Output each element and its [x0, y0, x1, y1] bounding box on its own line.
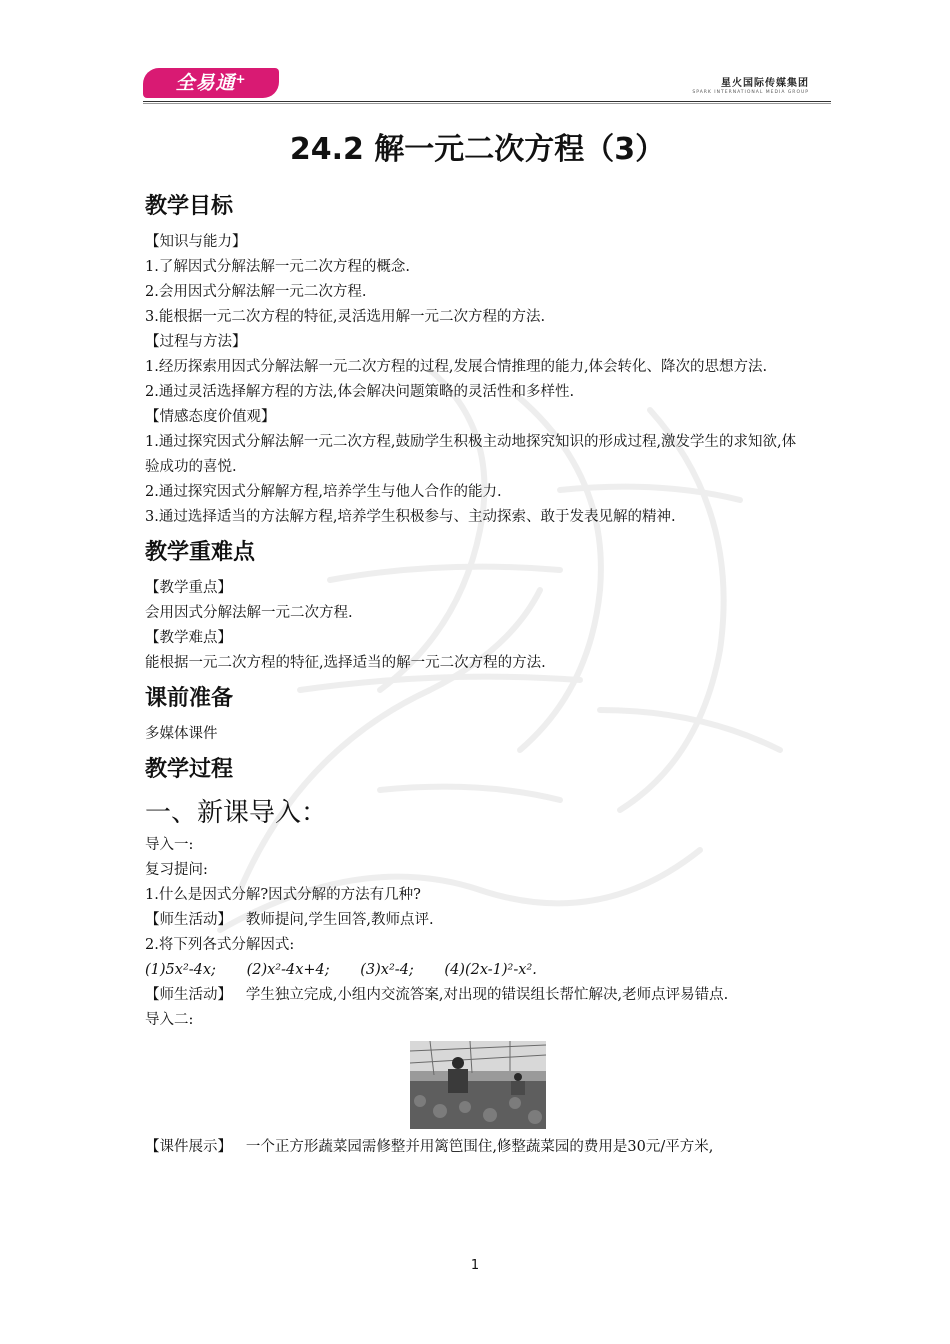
exercise-list [145, 958, 810, 983]
intro-two: 导入二: [145, 1012, 194, 1028]
greenhouse-photo [410, 1041, 546, 1129]
section-heading: 一、新课导入： [145, 798, 328, 828]
question-one: 1.什么是因式分解?因式分解的方法有几种? [145, 887, 421, 903]
difficulty-text: 能根据一元二次方程的特征,选择适当的解一元二次方程的方法. [145, 655, 546, 671]
question-two: 2.将下列各式分解因式: [145, 937, 295, 953]
preparation-heading: 课前准备 [145, 686, 234, 711]
review-label: 复习提问: [145, 862, 208, 878]
activity-label: 【师生活动】 [145, 987, 232, 1003]
exercise-item: (2)x²-4x+4; [246, 962, 330, 978]
intro-one: 导入一: [145, 837, 194, 853]
activity-one [145, 908, 810, 933]
knowledge-item: 3.能根据一元二次方程的特征,灵活选用解一元二次方程的方法. [145, 309, 546, 325]
header-rule-thin [143, 103, 831, 104]
page-title: 24.2 解一元二次方程（3） [289, 132, 666, 167]
emotion-label: 【情感态度价值观】 [145, 409, 276, 425]
emotion-item: 2.通过探究因式分解解方程,培养学生与他人合作的能力. [145, 484, 502, 500]
header-rule [143, 101, 831, 102]
emotion-item: 3.通过选择适当的方法解方程,培养学生积极参与、主动探索、敢于发表见解的精神. [145, 509, 676, 525]
process-item: 1.经历探索用因式分解法解一元二次方程的过程,发展合情推理的能力,体会转化、降次的思想方法. [145, 359, 768, 375]
brand-name: 星火国际传媒集团 [721, 78, 809, 89]
brand [692, 74, 809, 95]
logo-star: + [235, 72, 247, 86]
knowledge-item: 1.了解因式分解法解一元二次方程的概念. [145, 259, 410, 275]
process-label: 【过程与方法】 [145, 334, 247, 350]
activity-text: 教师提问,学生回答,教师点评. [245, 912, 434, 928]
difficulty-label: 【教学难点】 [145, 630, 232, 646]
emotion-item: 1.通过探究因式分解法解一元二次方程,鼓励学生积极主动地探究知识的形成过程,激发学生的求知欲,体验成功的喜悦. [145, 434, 797, 475]
exercise-item: (3)x²-4; [360, 962, 414, 978]
focus-text: 会用因式分解法解一元二次方程. [145, 605, 353, 621]
process-item: 2.通过灵活选择解方程的方法,体会解决问题策略的灵活性和多样性. [145, 384, 575, 400]
knowledge-item: 2.会用因式分解法解一元二次方程. [145, 284, 367, 300]
knowledge-label: 【知识与能力】 [145, 234, 247, 250]
page-header [143, 64, 831, 104]
activity-label: 【师生活动】 [145, 912, 232, 928]
document-body [145, 128, 810, 1160]
courseware-line [145, 1135, 810, 1160]
brand-name-en: SPARK INTERNATIONAL MEDIA GROUP [692, 90, 809, 95]
focus-label: 【教学重点】 [145, 580, 232, 596]
process-heading: 教学过程 [145, 757, 234, 782]
exercise-item: (1)5x²-4x; [145, 962, 216, 978]
key-points-heading: 教学重难点 [145, 540, 256, 565]
preparation-text: 多媒体课件 [145, 726, 218, 742]
courseware-label: 【课件展示】 [145, 1139, 232, 1155]
activity-two [145, 983, 810, 1008]
objectives-heading: 教学目标 [145, 194, 234, 219]
exercise-item: (4)(2x-1)²-x². [444, 962, 537, 978]
activity-text: 学生独立完成,小组内交流答案,对出现的错误组长帮忙解决,老师点评易错点. [245, 987, 729, 1003]
logo [143, 68, 279, 98]
page-number: 1 [470, 1258, 480, 1273]
logo-text: 全易通 [175, 72, 236, 94]
courseware-text: 一个正方形蔬菜园需修整并用篱笆围住,修整蔬菜园的费用是30元/平方米, [245, 1139, 714, 1155]
